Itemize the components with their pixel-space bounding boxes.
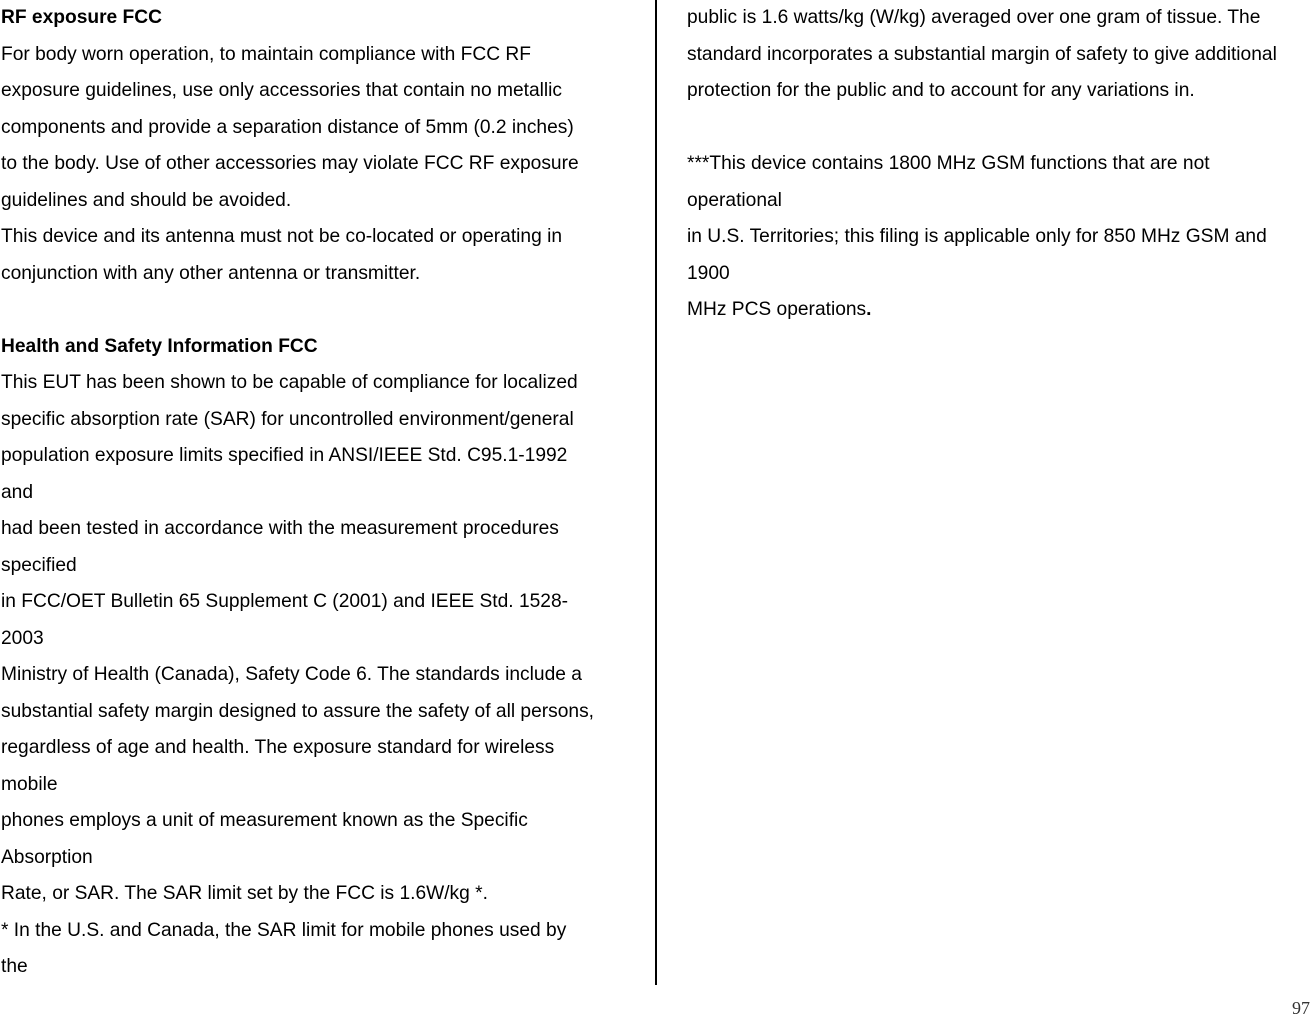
health-line: 2003 <box>1 627 44 649</box>
health-line: phones employs a unit of measurement known as the Specific <box>1 810 528 831</box>
gsm-line: ***This device contains 1800 MHz GSM functions that are not <box>687 153 1210 174</box>
gsm-line-last <box>687 292 1312 329</box>
gsm-last-text: MHz PCS operations <box>687 299 867 320</box>
paragraph-spacer <box>687 110 1312 147</box>
health-line: substantial safety margin designed to assure the safety of all persons, <box>1 700 595 722</box>
health-line: regardless of age and health. The exposure standard for wireless <box>1 737 555 758</box>
column-divider <box>655 0 657 985</box>
health-line: This EUT has been shown to be capable of compliance for localized <box>1 372 578 393</box>
gsm-line: operational <box>687 189 782 211</box>
left-column <box>1 0 651 986</box>
health-line: Rate, or SAR. The SAR limit set by the FCC is 1.6W/kg *. <box>1 883 488 904</box>
health-line: specified <box>1 554 77 576</box>
health-line: * In the U.S. and Canada, the SAR limit for mobile phones used by <box>1 919 567 941</box>
continuation-line: public is 1.6 watts/kg (W/kg) averaged over one gram of tissue. The <box>687 7 1261 28</box>
rf-line: exposure guidelines, use only accessories that contain no metallic <box>1 80 563 101</box>
health-line: in FCC/OET Bulletin 65 Supplement C (2001) and IEEE Std. 1528- <box>1 591 569 612</box>
health-line: had been tested in accordance with the measurement procedures <box>1 518 559 539</box>
gsm-line: in U.S. Territories; this filing is applicable only for 850 MHz GSM and <box>687 226 1267 247</box>
health-line: Ministry of Health (Canada), Safety Code 6. The standards include a <box>1 664 582 685</box>
continuation-line: protection for the public and to account for any variations in. <box>687 80 1195 101</box>
page-number: 97 <box>1292 998 1310 1018</box>
rf-exposure-heading: RF exposure FCC <box>1 7 162 28</box>
rf-line: For body worn operation, to maintain compliance with FCC RF <box>1 43 532 65</box>
health-line: specific absorption rate (SAR) for uncontrolled environment/general <box>1 408 574 430</box>
rf-line: This device and its antenna must not be co-located or operating in <box>1 226 563 247</box>
gsm-line: 1900 <box>687 262 730 284</box>
health-line: the <box>1 956 28 977</box>
gsm-last-period: . <box>866 299 872 320</box>
right-column <box>687 0 1312 329</box>
rf-line: to the body. Use of other accessories may violate FCC RF exposure <box>1 153 579 174</box>
health-line: population exposure limits specified in ANSI/IEEE Std. C95.1-1992 <box>1 445 568 466</box>
rf-line: guidelines and should be avoided. <box>1 189 292 211</box>
paragraph-spacer <box>1 292 651 329</box>
health-line: and <box>1 481 34 503</box>
rf-line: conjunction with any other antenna or transmitter. <box>1 262 421 284</box>
health-line: mobile <box>1 773 58 795</box>
continuation-line: standard incorporates a substantial margin of safety to give additional <box>687 43 1277 65</box>
health-safety-heading: Health and Safety Information FCC <box>1 335 318 357</box>
health-line: Absorption <box>1 846 93 868</box>
rf-line: components and provide a separation distance of 5mm (0.2 inches) <box>1 116 574 138</box>
